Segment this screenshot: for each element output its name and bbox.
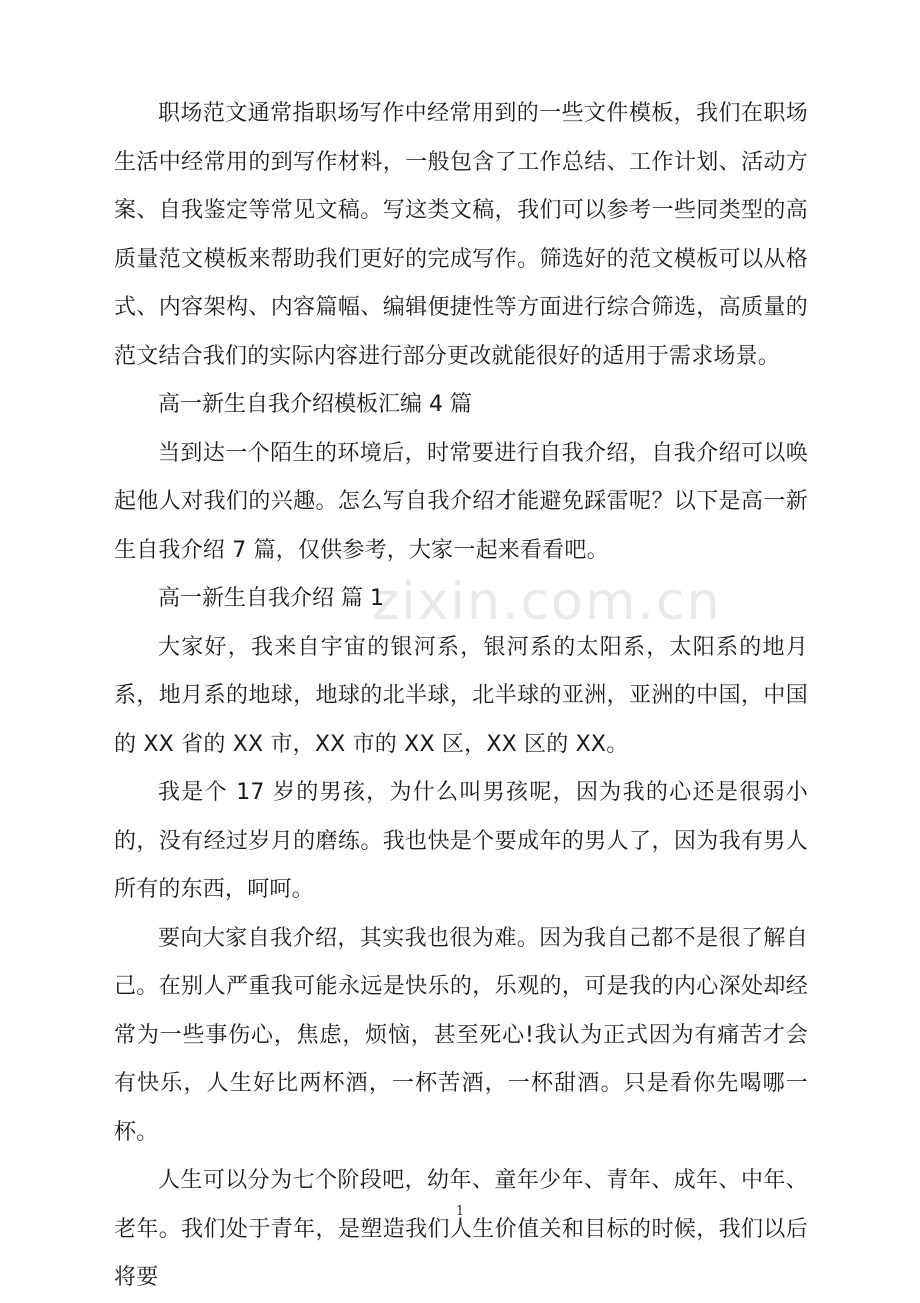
document-title: 高一新生自我介绍模板汇编 4 篇 [158, 392, 472, 417]
body-paragraph: 我是个 17 岁的男孩，为什么叫男孩呢，因为我的心还是很弱小的，没有经过岁月的磨练。我也快是个要成年的男人了，因为我有男人所有的东西，呵呵。 [114, 780, 808, 902]
summary-paragraph: 当到达一个陌生的环境后，时常要进行自我介绍，自我介绍可以唤起他人对我们的兴趣。怎么写自我介绍才能避免踩雷呢？以下是高一新生自我介绍 7 篇，仅供参考，大家一起来看看吧。 [114, 440, 808, 563]
intro-paragraph: 职场范文通常指职场写作中经常用到的一些文件模板，我们在职场生活中经常用的到写作材料，一般包含了工作总结、工作计划、活动方案、自我鉴定等常见文稿。写这类文稿，我们可以参考一些同类型的高质量范文模板来帮助我们更好的完成写作。筛选好的范文模板可以从格式、内容架构、内容篇幅、编辑便捷性等方面进行综合筛选，高质量的范文结合我们的实际内容进行部分更改就能很好的适用于需求场景。 [114, 101, 808, 369]
body-paragraph: 大家好，我来自宇宙的银河系，银河系的太阳系，太阳系的地月系，地月系的地球，地球的北半球，北半球的亚洲，亚洲的中国，中国的 XX 省的 XX 市，XX 市的 XX 区，XX 区的 XX。 [114, 634, 808, 757]
section-heading: 高一新生自我介绍 篇 1 [158, 586, 384, 611]
body-paragraph: 人生可以分为七个阶段吧，幼年、童年少年、青年、成年、中年、老年。我们处于青年，是塑造我们人生价值关和目标的时候，我们以后将要 [114, 1168, 808, 1290]
watermark: zixin.com.cn [372, 572, 722, 632]
body-paragraph: 要向大家自我介绍，其实我也很为难。因为我自己都不是很了解自己。在别人严重我可能永远是快乐的，乐观的，可是我的内心深处却经常为一些事伤心，焦虑，烦恼，甚至死心!我认为正式因为有痛苦才会有快乐，人生好比两杯酒，一杯苦酒，一杯甜酒。只是看你先喝哪一杯。 [114, 925, 808, 1145]
page-number: 1 [455, 1204, 465, 1219]
document-body [114, 90, 808, 1303]
